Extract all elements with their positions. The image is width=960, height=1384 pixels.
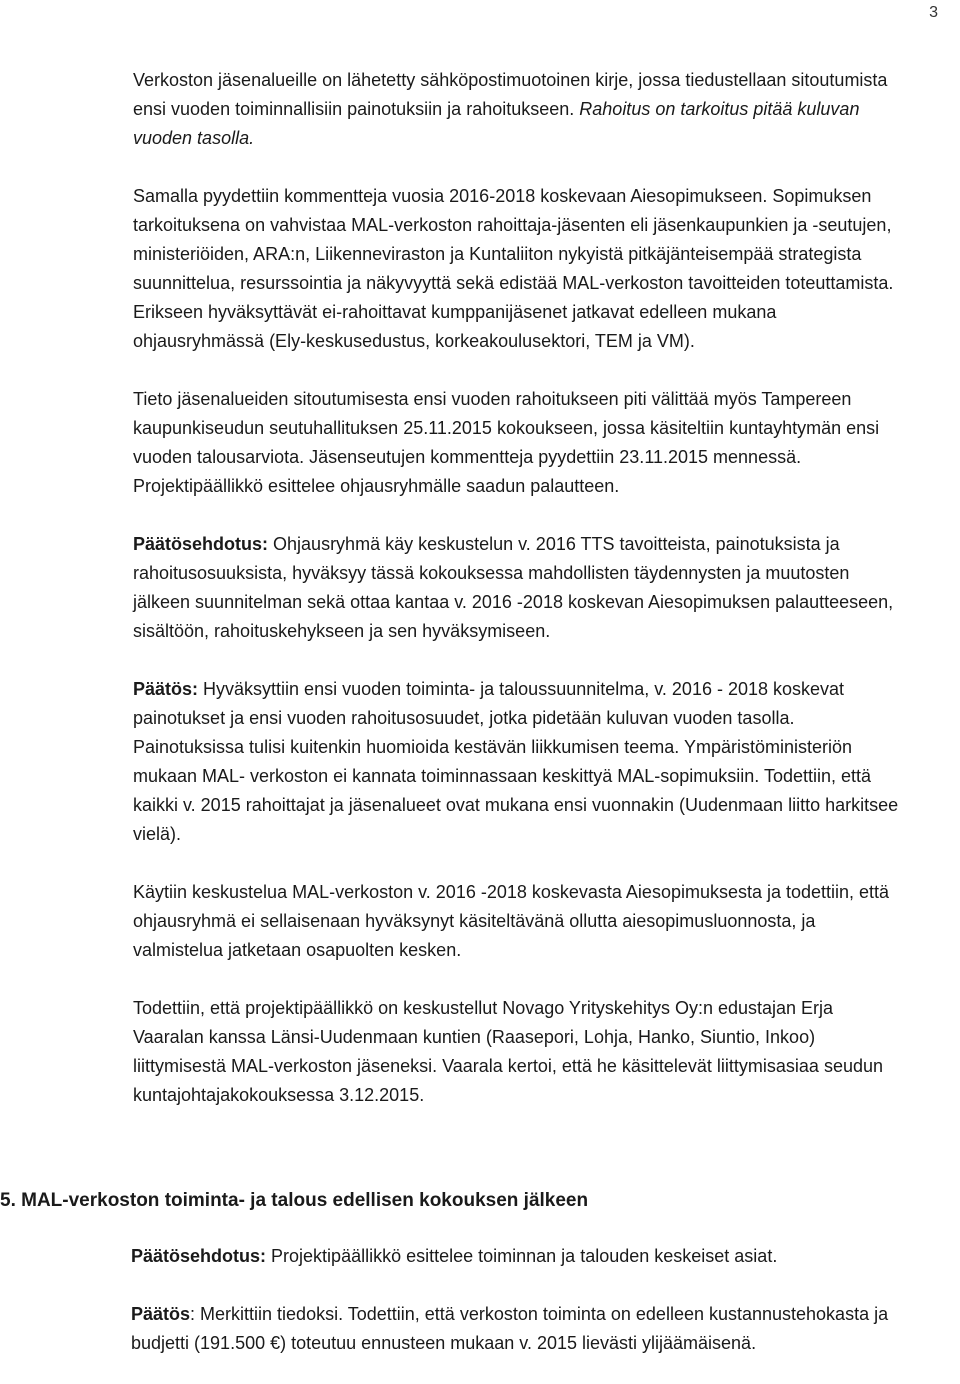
paragraph-survey bbox=[133, 66, 903, 153]
section-5-decision-text: : Merkittiin tiedoksi. Todettiin, että verkoston toiminta on edelleen kustannustehokasta ja budjetti (191.500 €) toteutuu ennusteen mukaan v. 2015 lievästi ylijäämäisenä. bbox=[131, 1304, 889, 1353]
section-5-heading-text: 5. MAL-verkoston toiminta- ja talous edellisen kokouksen jälkeen bbox=[0, 1190, 589, 1211]
section-5-proposal-text: Projektipäällikkö esittelee toiminnan ja talouden keskeiset asiat. bbox=[266, 1246, 778, 1266]
paragraph-survey-italic: Rahoitus on tarkoitus pitää kuluvan vuoden tasolla. bbox=[133, 99, 860, 148]
proposal-label: Päätösehdotus: bbox=[133, 534, 269, 554]
paragraph-decision bbox=[133, 675, 903, 849]
section-5-heading bbox=[0, 1186, 960, 1215]
page-number: 3 bbox=[929, 4, 938, 21]
proposal-text: Ohjausryhmä käy keskustelun v. 2016 TTS tavoitteista, painotuksista ja rahoitusosuuksista, hyväksyy tässä kokouksessa mahdollisten täydennysten ja muutosten jälkeen suunnitelman sekä ottaa kantaa v. 2016 -2018 koskevan Aiesopimuksen palautteeseen, sisältöön, rahoituskehykseen ja sen hyväksymiseen. bbox=[133, 534, 894, 641]
section-5-decision bbox=[131, 1300, 921, 1358]
paragraph-survey-text: Verkoston jäsenalueille on lähetetty sähköpostimuotoinen kirje, jossa tiedustellaan sitoutumista ensi vuoden toiminnallisiin painotuksiin ja rahoitukseen. bbox=[133, 70, 888, 119]
paragraph-discussion: Käytiin keskustelua MAL-verkoston v. 2016 -2018 koskevasta Aiesopimuksesta ja todettiin, että ohjausryhmä ei sellaisenaan hyväksynyt käsiteltävänä ollutta aiesopimusluonnosta, ja valmistelua jatketaan osapuolten kesken. bbox=[133, 882, 890, 960]
section-5-proposal bbox=[131, 1242, 921, 1271]
section-5-body bbox=[131, 1242, 921, 1358]
section-5-decision-label: Päätös bbox=[131, 1304, 191, 1324]
section-5-proposal-label: Päätösehdotus: bbox=[131, 1246, 267, 1266]
decision-label: Päätös: bbox=[133, 679, 199, 699]
paragraph-membership: Todettiin, että projektipäällikkö on keskustellut Novago Yrityskehitys Oy:n edustajan Erja Vaaralan kanssa Länsi-Uudenmaan kuntien (Raasepori, Lohja, Hanko, Siuntio, Inkoo) liittymisestä MAL-verkoston jäseneksi. Vaarala kertoi, että he käsittelevät liittymisasiaa seudun kuntajohtajakokouksessa 3.12.2015. bbox=[133, 998, 883, 1105]
paragraph-agreement: Samalla pyydettiin kommentteja vuosia 2016-2018 koskevaan Aiesopimukseen. Sopimuksen tarkoituksena on vahvistaa MAL-verkoston rahoittaja-jäsenten eli jäsenkaupunkien ja -seutujen, ministeriöiden, ARA:n, Liikenneviraston ja Kuntaliiton nykyistä pitkäjänteisempää strategista suunnittelua, resurssointia ja näkyvyyttä sekä edistää MAL-verkoston tavoitteiden toteuttamista. Erikseen hyväksyttävät ei-rahoittavat kumppanijäsenet jatkavat edelleen mukana ohjausryhmässä (Ely-keskusedustus, korkeakoulusektori, TEM ja VM). bbox=[133, 186, 894, 351]
document-body bbox=[133, 66, 903, 1110]
decision-text: Hyväksyttiin ensi vuoden toiminta- ja taloussuunnitelma, v. 2016 - 2018 koskevat painotukset ja ensi vuoden rahoitusosuudet, jotka pidetään kuluvan vuoden tasolla. Painotuksissa tulisi kuitenkin huomioida kestävän liikkumisen teema. Ympäristöministeriön mukaan MAL- verkoston ei kannata toiminnassaan keskittyä MAL-sopimuksiin. Todettiin, että kaikki v. 2015 rahoittajat ja jäsenalueet ovat mukana ensi vuonnakin (Uudenmaan liitto harkitsee vielä). bbox=[133, 679, 899, 844]
paragraph-commitment: Tieto jäsenalueiden sitoutumisesta ensi vuoden rahoitukseen piti välittää myös Tampereen kaupunkiseudun seutuhallituksen 25.11.2015 kokoukseen, jossa käsiteltiin kuntayhtymän ensi vuoden talousarviota. Jäsenseutujen kommentteja pyydettiin 23.11.2015 mennessä. Projektipäällikkö esittelee ohjausryhmälle saadun palautteen. bbox=[133, 389, 880, 496]
paragraph-proposal bbox=[133, 530, 903, 646]
